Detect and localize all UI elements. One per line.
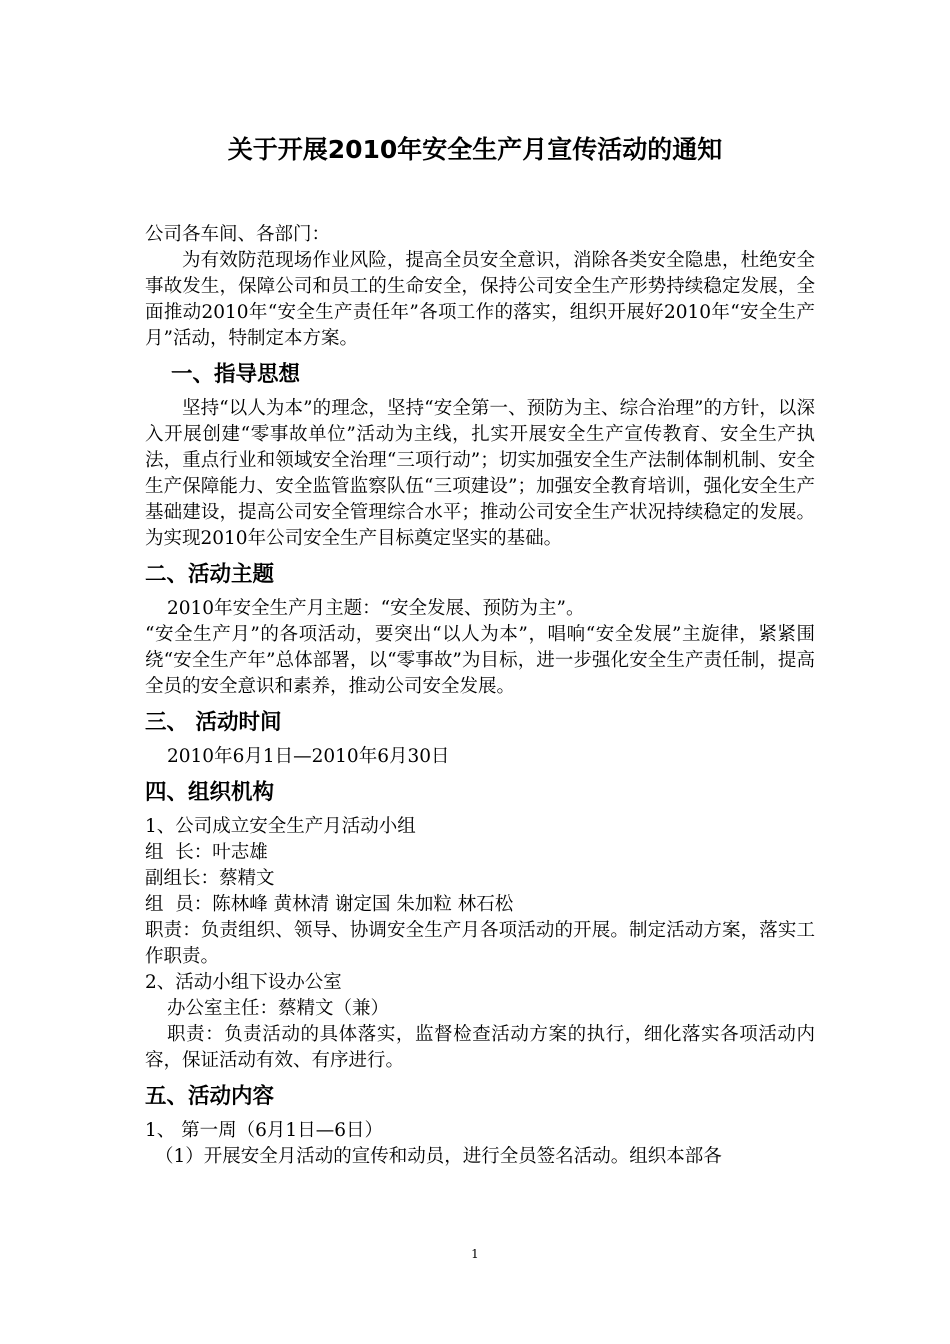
organization-members: 组 员：陈林峰 黄林清 谢定国 朱加粒 林石松 [145, 894, 514, 915]
section-heading-organization: 四、组织机构 [145, 780, 275, 805]
organization-item-1: 1、公司成立安全生产月活动小组 [145, 816, 416, 837]
activity-theme-paragraph: “安全生产月”的各项活动，要突出“以人为本”，唱响“安全发展”主旋律，紧紧围绕“安全生产年”总体部署，以“零事故”为目标，进一步强化安全生产责任制，提高全员的安全意识和素养，推动公司安全发展。 [145, 624, 815, 697]
salutation: 公司各车间、各部门： [145, 224, 331, 245]
section-heading-activity-theme: 二、活动主题 [145, 562, 275, 587]
organization-duty-1: 职责：负责组织、领导、协调安全生产月各项活动的开展。制定活动方案，落实工作职责。 [145, 920, 815, 967]
activity-time-line: 2010年6月1日—2010年6月30日 [167, 746, 450, 767]
guiding-ideology-paragraph: 坚持“以人为本”的理念，坚持“安全第一、预防为主、综合治理”的方针，以深入开展创建“零事故单位”活动为主线，扎实开展安全生产宣传教育、安全生产执法，重点行业和领域安全治理“三项行动”；切实加强安全生产法制体制机制、安全生产保障能力、安全监管监察队伍“三项建设”；加强安全教育培训，强化安全生产基础建设，提高公司安全管理综合水平；推动公司安全生产状况持续稳定的发展。为实现2010年公司安全生产目标奠定坚实的基础。 [145, 398, 815, 549]
intro-paragraph: 为有效防范现场作业风险，提高全员安全意识，消除各类安全隐患，杜绝安全事故发生，保障公司和员工的生命安全，保持公司安全生产形势持续稳定发展，全面推动2010年“安全生产责任年”各项工作的落实，组织开展好2010年“安全生产月”活动，特制定本方案。 [145, 250, 815, 349]
activity-content-item-1: （1）开展安全月活动的宣传和动员，进行全员签名活动。组织本部各 [155, 1146, 722, 1167]
organization-item-2: 2、活动小组下设办公室 [145, 972, 342, 993]
activity-content-week-1: 1、 第一周（6月1日—6日） [145, 1120, 383, 1141]
activity-theme-line: 2010年安全生产月主题：“安全发展、预防为主”。 [167, 598, 585, 619]
document-title: 关于开展2010年安全生产月宣传活动的通知 [227, 135, 723, 164]
organization-deputy: 副组长：蔡精文 [145, 868, 275, 889]
section-heading-guiding-ideology: 一、指导思想 [171, 362, 301, 387]
organization-leader: 组 长：叶志雄 [145, 842, 268, 863]
page-number: 1 [471, 1247, 479, 1261]
organization-duty-2: 职责：负责活动的具体落实，监督检查活动方案的执行，细化落实各项活动内容，保证活动有效、有序进行。 [145, 1024, 815, 1071]
section-heading-activity-content: 五、活动内容 [145, 1084, 275, 1109]
document-body [145, 222, 815, 1170]
organization-office-head: 办公室主任：蔡精文（兼） [167, 998, 390, 1019]
section-heading-activity-time: 三、 活动时间 [145, 710, 282, 735]
